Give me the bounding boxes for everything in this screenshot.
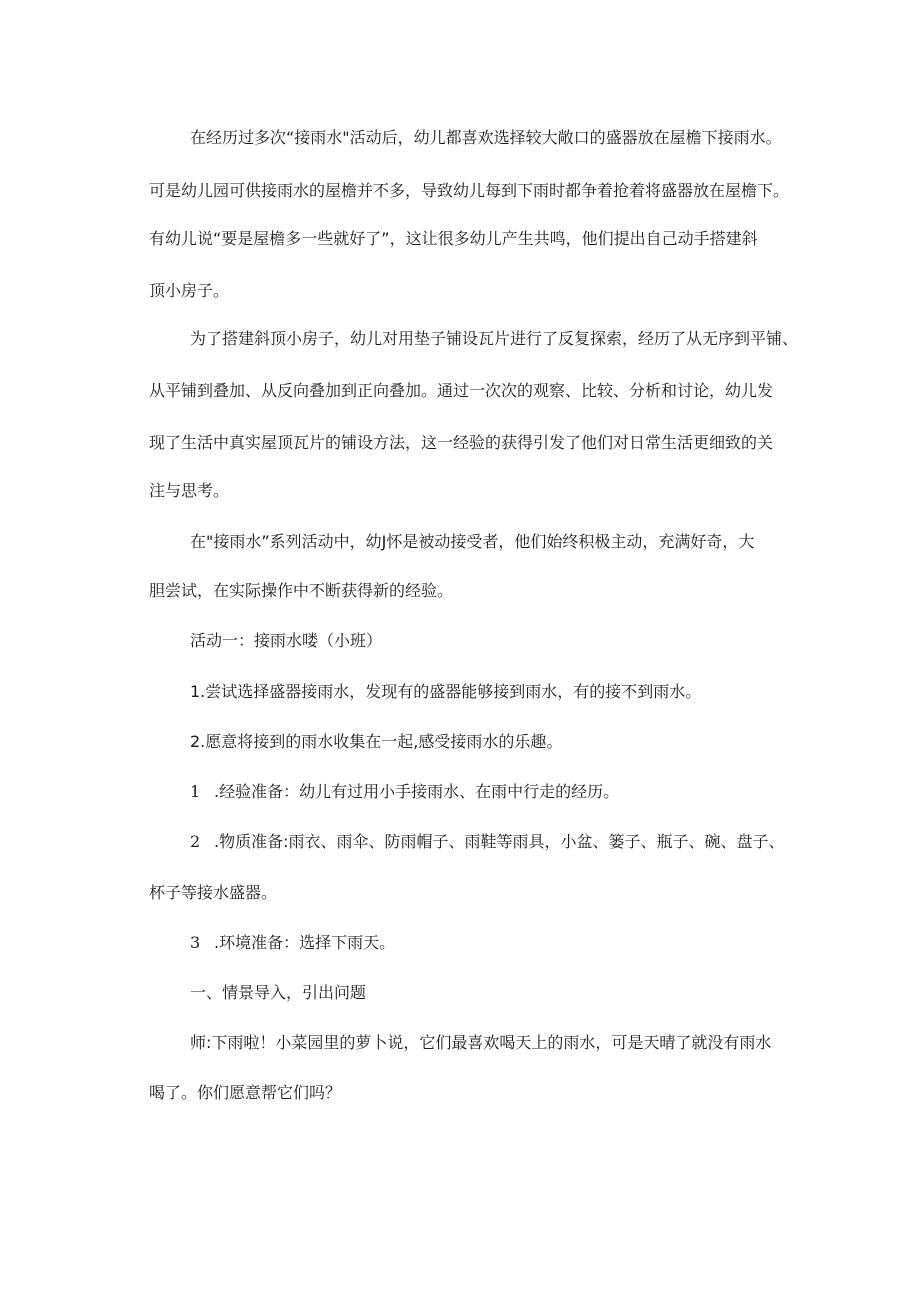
- section-heading: 一、情景导入，引出问题: [190, 983, 367, 1002]
- preparation-number: 3: [190, 933, 201, 952]
- paragraph-2-line-1: 为了搭建斜顶小房子，幼儿对用垫子铺设瓦片进行了反复探索，经历了从无序到平铺、: [190, 329, 799, 348]
- paragraph-2-line-3: 现了生活中真实屋顶瓦片的铺设方法，这一经验的获得引发了他们对日常生活更细致的关: [149, 433, 774, 452]
- preparation-number: 2: [190, 832, 201, 851]
- goal-item-1: 1.尝试选择盛器接雨水，发现有的盛器能够接到雨水，有的接不到雨水。: [190, 682, 702, 701]
- paragraph-3-line-1: 在"接雨水”系列活动中，幼J怀是被动接受者，他们始终积极主动，充满好奇，大: [190, 532, 755, 551]
- goal-item-2: 2.愿意将接到的雨水收集在一起,感受接雨水的乐趣。: [190, 732, 563, 751]
- paragraph-1-line-1: 在经历过多次“接雨水"活动后，幼儿都喜欢选择较大敞口的盛器放在屋檐下接雨水。: [190, 128, 782, 147]
- preparation-item-3: [190, 933, 395, 953]
- paragraph-2-line-4: 注与思考。: [149, 481, 230, 500]
- preparation-text: .环境准备：选择下雨天。: [214, 933, 396, 952]
- preparation-number: 1: [190, 782, 201, 801]
- preparation-item-1: [190, 782, 619, 802]
- paragraph-2-line-2: 从平铺到叠加、从反向叠加到正向叠加。通过一次次的观察、比较、分析和讨论，幼儿发: [149, 381, 774, 400]
- dialogue-line-1: 师:下雨啦！小菜园里的萝卜说，它们最喜欢喝天上的雨水，可是天晴了就没有雨水: [190, 1033, 772, 1052]
- paragraph-1-line-3: 有幼儿说“要是屋檐多一些就好了”，这让很多幼儿产生共鸣，他们提出自己动手搭建斜: [149, 229, 758, 248]
- preparation-text: .物质准备:雨衣、雨伞、防雨帽子、雨鞋等雨具，小盆、篓子、瓶子、碗、盘子、: [214, 832, 785, 851]
- preparation-item-2: [190, 832, 784, 852]
- dialogue-line-2: 喝了。你们愿意帮它们吗？: [149, 1083, 342, 1102]
- paragraph-1-line-4: 顶小房子。: [149, 281, 230, 300]
- paragraph-3-line-2: 胆尝试，在实际操作中不断获得新的经验。: [149, 581, 454, 600]
- preparation-item-2-continuation: 杯子等接水盛器。: [149, 883, 278, 902]
- preparation-text: .经验准备：幼儿有过用小手接雨水、在雨中行走的经历。: [214, 782, 620, 801]
- activity-title: 活动一：接雨水喽（小班）: [190, 631, 383, 650]
- paragraph-1-line-2: 可是幼儿园可供接雨水的屋檐并不多，导致幼儿每到下雨时都争着抢着将盛器放在屋檐下。: [149, 181, 790, 200]
